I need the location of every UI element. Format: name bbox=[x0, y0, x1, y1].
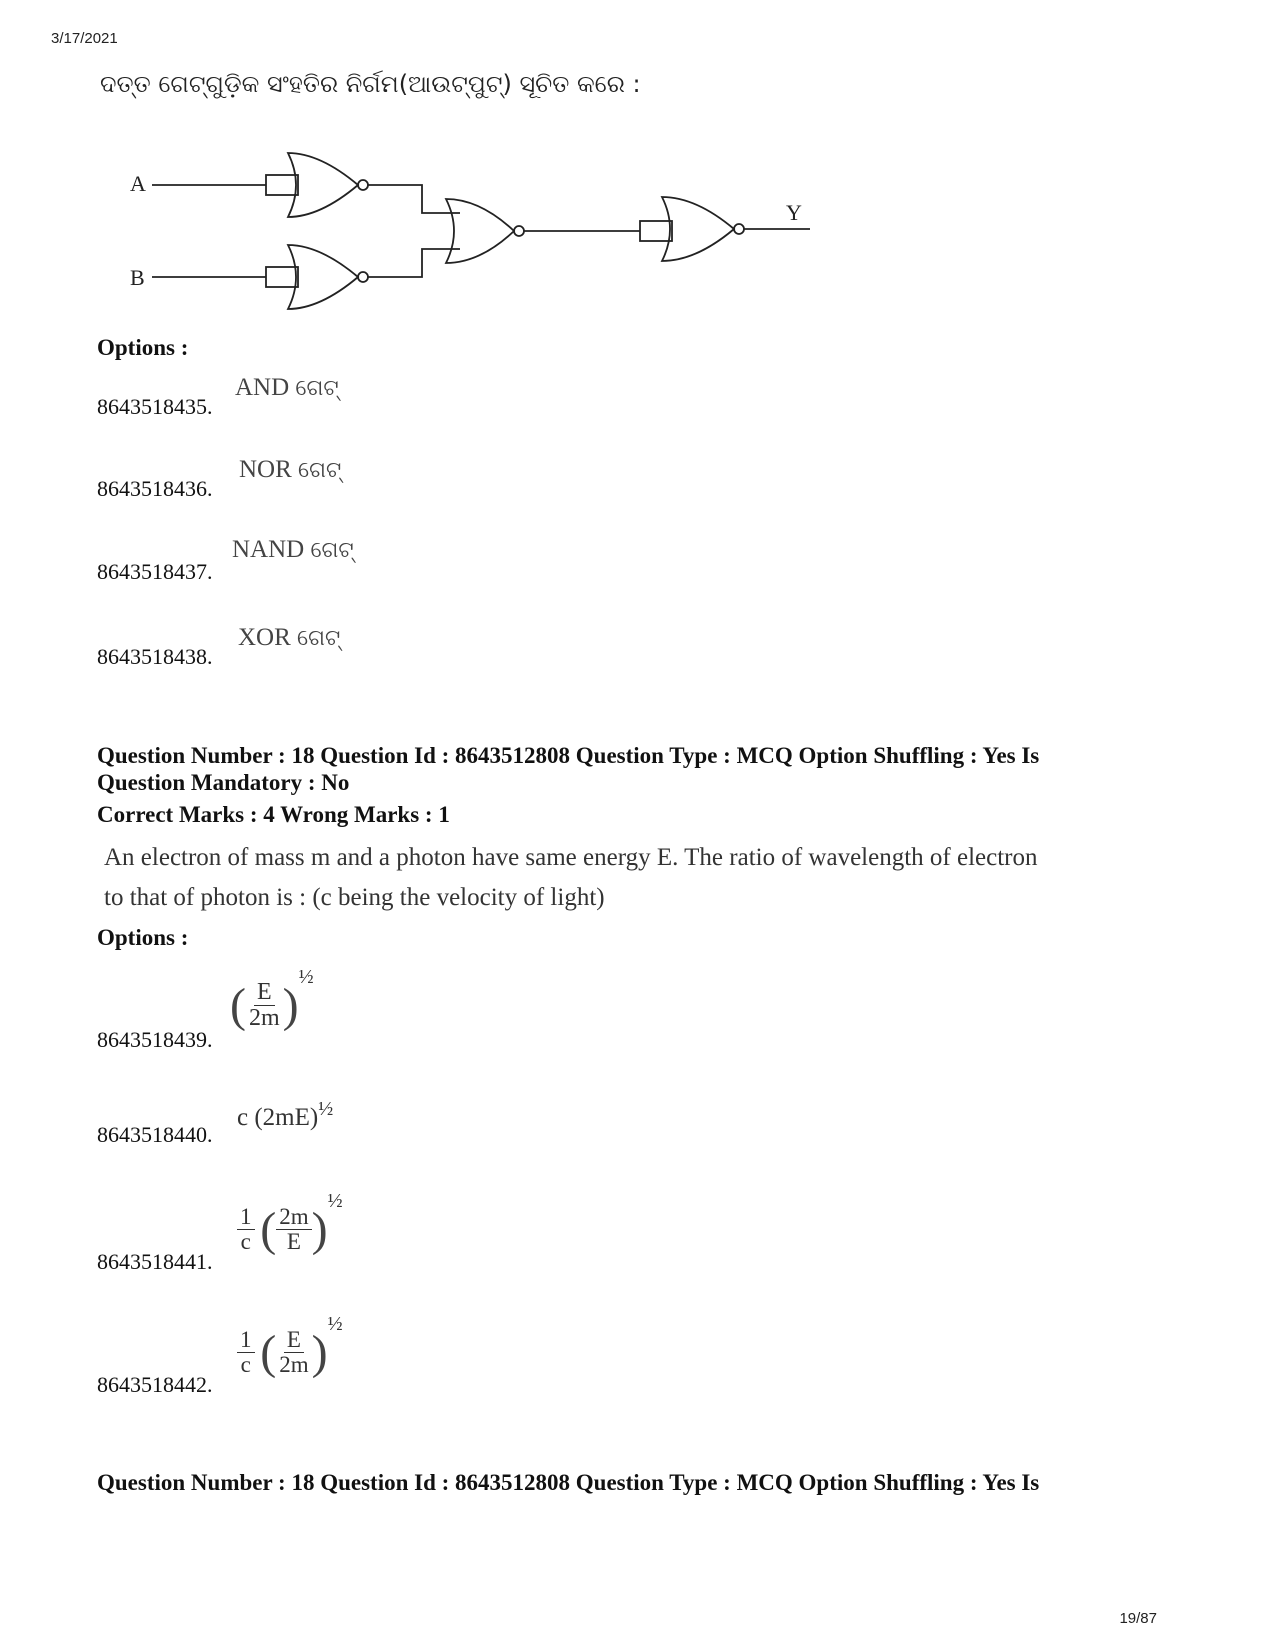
option-text: NOR ଗେଟ୍ bbox=[239, 456, 342, 483]
option-id: 8643518438. bbox=[97, 644, 213, 669]
option-id: 8643518436. bbox=[97, 476, 213, 501]
formula-denominator: 2m bbox=[248, 1004, 280, 1031]
formula-numerator: E bbox=[254, 980, 275, 1006]
formula-exponent: ½ bbox=[327, 1190, 343, 1212]
page-number: 19/87 bbox=[1119, 1610, 1157, 1627]
formula-numerator: 2m bbox=[276, 1205, 311, 1230]
question-meta-line2: Question Mandatory : No bbox=[97, 770, 350, 795]
options-label-q17: Options : bbox=[97, 335, 189, 360]
question-text bbox=[104, 838, 1204, 918]
formula: $\frac{1}{c}$ ( $\frac{2m}{E}$ )½ bbox=[237, 1190, 343, 1257]
gate1-bubble bbox=[358, 180, 368, 190]
question-meta-line1: Question Number : 18 Question Id : 8643512808 Question Type : MCQ Option Shuffling : Yes Is bbox=[97, 743, 1040, 768]
formula-numerator: E bbox=[284, 1328, 304, 1353]
option-id: 8643518440. bbox=[97, 1122, 213, 1147]
gate4-bubble bbox=[734, 224, 744, 234]
formula-exponent: ½ bbox=[318, 1098, 334, 1120]
formula: $\frac{1}{c}$ ( $\frac{E}{2m}$ )½ bbox=[237, 1313, 343, 1380]
label-input-a: A bbox=[130, 171, 146, 196]
option-8643518441[interactable] bbox=[97, 1182, 497, 1282]
formula-coeff-denominator: c bbox=[240, 1352, 251, 1378]
formula-exponent: ½ bbox=[298, 966, 314, 988]
option-text: AND ଗେଟ୍ bbox=[235, 374, 339, 401]
logic-gate-diagram bbox=[120, 140, 840, 320]
formula-expression: c (2mE) bbox=[237, 1104, 319, 1131]
gate3-bubble bbox=[514, 226, 524, 236]
gate1-input-box bbox=[266, 175, 298, 195]
question-prompt-odia: ଦତ୍ତ ଗେଟ୍‌ଗୁଡ଼ିକ ସଂହତିର ନିର୍ଗମ(ଆଉଟ୍‌ପୁଟ୍) ସୂଚିତ କରେ : bbox=[100, 70, 641, 98]
formula-coeff-numerator: 1 bbox=[237, 1328, 255, 1353]
option-id: 8643518435. bbox=[97, 394, 213, 419]
formula-coeff-denominator: c bbox=[240, 1229, 251, 1255]
gate2-input-box bbox=[266, 267, 298, 287]
option-id: 8643518437. bbox=[97, 559, 213, 584]
nor-gate-3 bbox=[446, 199, 514, 263]
option-id: 8643518442. bbox=[97, 1372, 213, 1397]
formula: ( $\frac{E}{2m}$ )$^{\frac{1}{2}}$ bbox=[230, 966, 314, 1032]
print-date: 3/17/2021 bbox=[51, 30, 118, 47]
question-text-line2: to that of photon is : (c being the velocity of light) bbox=[104, 884, 605, 911]
formula-denominator: 2m bbox=[279, 1352, 309, 1378]
formula-denominator: E bbox=[286, 1229, 301, 1255]
gate2-bubble bbox=[358, 272, 368, 282]
option-id: 8643518441. bbox=[97, 1249, 213, 1274]
formula bbox=[237, 1098, 333, 1132]
formula-coeff-numerator: 1 bbox=[237, 1205, 255, 1230]
label-input-b: B bbox=[130, 265, 145, 290]
question-text-line1: An electron of mass m and a photon have same energy E. The ratio of wavelength of electron bbox=[104, 844, 1038, 871]
gate4-input-box bbox=[640, 221, 672, 241]
option-text: NAND ଗେଟ୍ bbox=[232, 536, 354, 563]
question-marks: Correct Marks : 4 Wrong Marks : 1 bbox=[97, 802, 450, 827]
option-8643518440[interactable] bbox=[97, 1088, 497, 1158]
label-output-y: Y bbox=[786, 200, 802, 225]
option-8643518442[interactable] bbox=[97, 1305, 497, 1405]
formula-exponent: ½ bbox=[327, 1313, 343, 1335]
options-label-q18: Options : bbox=[97, 925, 189, 950]
next-question-meta-line1: Question Number : 18 Question Id : 8643512808 Question Type : MCQ Option Shuffling : Yes Is bbox=[97, 1470, 1040, 1495]
option-8643518439[interactable] bbox=[97, 962, 497, 1057]
option-id: 8643518439. bbox=[97, 1027, 213, 1052]
option-text: XOR ଗେଟ୍ bbox=[238, 624, 341, 651]
